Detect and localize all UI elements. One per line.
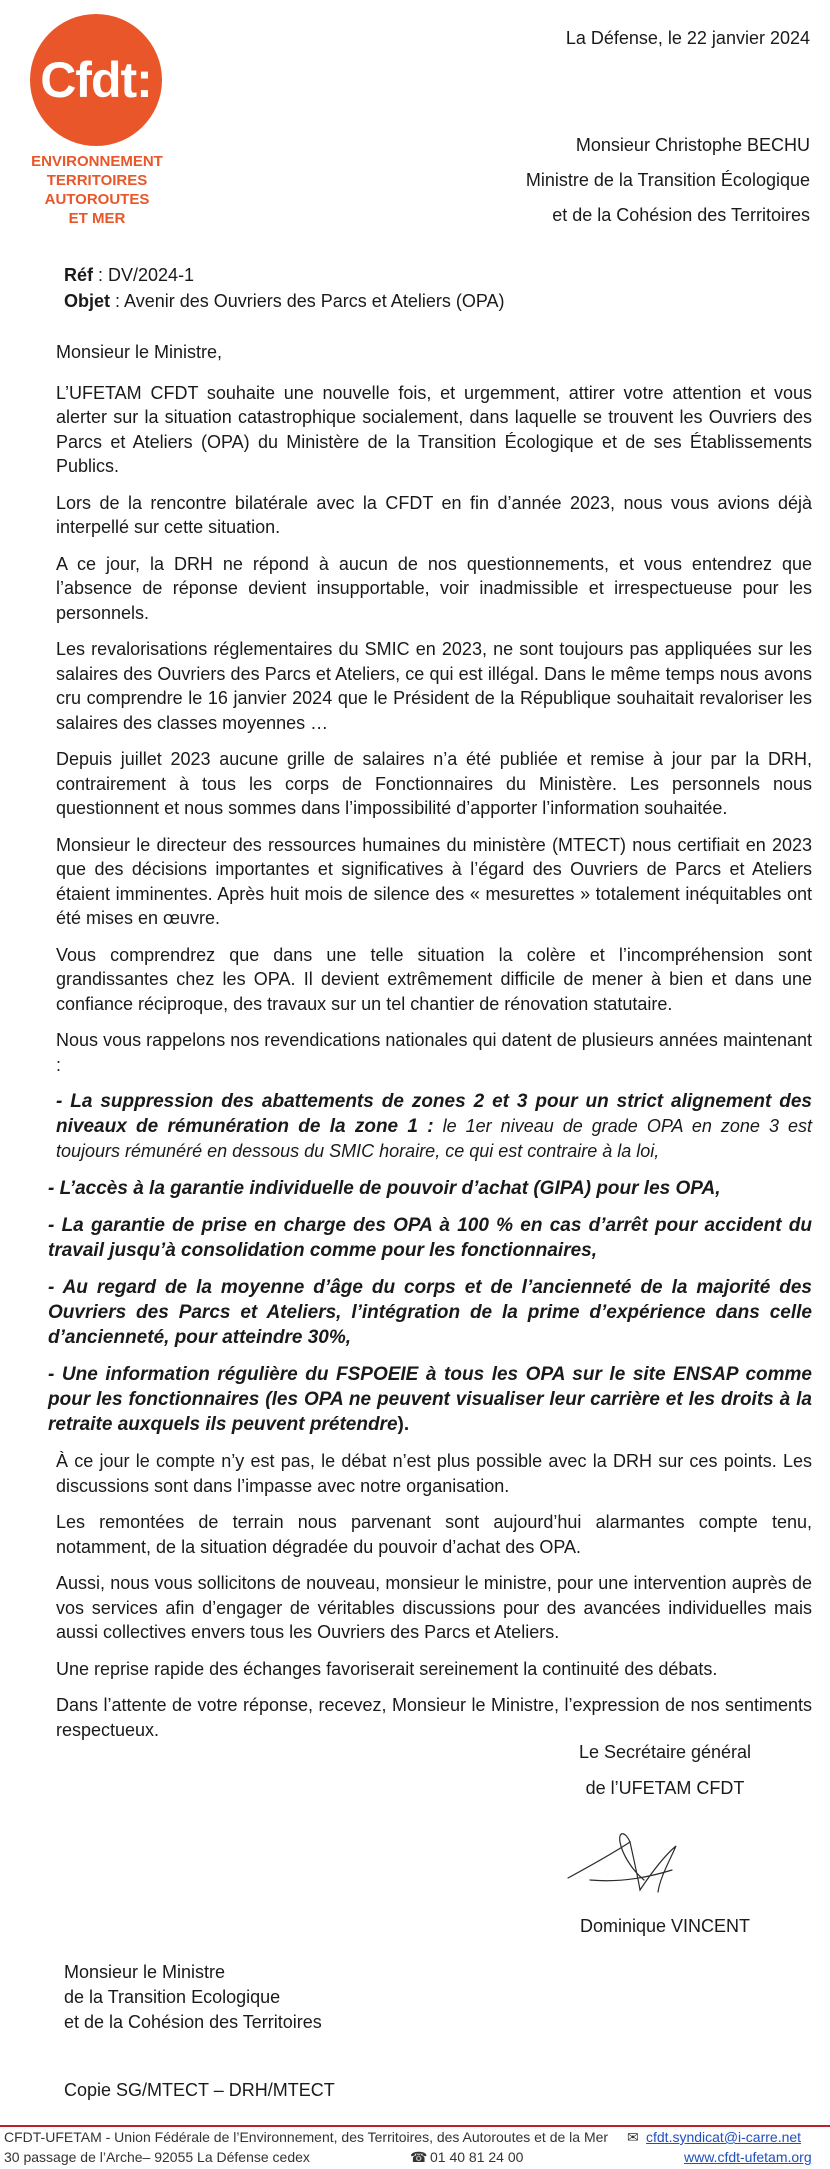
handwritten-signature xyxy=(560,1820,690,1902)
demand-bold: - La suppression des abattements de zones 2 et 3 pour un strict alignement des niveaux de rémunération de la zone 1 : xyxy=(56,1091,812,1137)
letter-body xyxy=(48,340,812,1754)
addressee-block xyxy=(64,1960,322,2035)
paragraph: Dans l’attente de votre réponse, recevez, Monsieur le Ministre, l’expression de nos sentiments respectueux. xyxy=(56,1695,812,1740)
demand-text: - Une information régulière du FSPOEIE à tous les OPA sur le site ENSAP comme pour les fonctionnaires (les OPA ne peuvent visualiser leur carrière et les droits à la retraite auxquels ils peuvent prétendre xyxy=(48,1364,812,1435)
reference-block xyxy=(64,262,505,314)
demand-plain: le 1er niveau de grade OPA en zone 3 est toujours rémunéré en dessous du SMIC horaire, ce qui est contraire à la loi, xyxy=(56,1116,812,1161)
footer-organization: CFDT-UFETAM - Union Fédérale de l’Environnement, des Territoires, des Autoroutes et de la Mer xyxy=(4,2129,609,2145)
reference-value: : DV/2024-1 xyxy=(93,265,195,285)
phone-icon: ☎ xyxy=(410,2149,428,2165)
signature-title-line: de l’UFETAM CFDT xyxy=(585,1778,745,1798)
addressee-line: Monsieur le Ministre xyxy=(64,1962,226,1982)
signatory-name: Dominique VINCENT xyxy=(579,1916,751,1936)
paragraph: Monsieur le directeur des ressources humaines du ministère (MTECT) nous certifiait en 2023 que des décisions importantes et significatives à l’égard des Ouvriers de Parcs et Ateliers étaient imminentes. Après huit mois de silence des « mesurettes » totalement inéquitables ont été mises en œuvre. xyxy=(56,834,812,928)
paragraph: L’UFETAM CFDT souhaite une nouvelle fois, et urgemment, attirer votre attention et vous alerter sur la situation catastrophique socialement, dans laquelle se trouvent les Ouvriers des Parcs et Ateliers (OPA) du Ministère de la Transition Écologique et de ses Établissements Publics. xyxy=(56,382,812,476)
demand-item xyxy=(56,1089,812,1164)
cfdt-logo xyxy=(28,14,176,228)
paragraph: Les revalorisations réglementaires du SMIC en 2023, ne sont toujours pas appliquées sur les salaires des Ouvriers des Parcs et Ateliers, ce qui est illégal. Dans le même temps nous avons cru comprendre le 16 janvier 2024 que le Président de la République souhaitait revaloriser les salaires des classes moyennes … xyxy=(56,639,812,733)
recipient-title-line: et de la Cohésion des Territoires xyxy=(552,205,810,225)
footer-row-2 xyxy=(0,2147,830,2167)
footer-website-link[interactable]: www.cfdt-ufetam.org xyxy=(684,2149,812,2165)
letter-date: La Défense, le 22 janvier 2024 xyxy=(565,28,810,48)
logo-tagline-line: AUTOROUTES xyxy=(44,191,150,208)
logo-word: Cfdt: xyxy=(40,52,152,108)
paragraph: Aussi, nous vous sollicitons de nouveau, monsieur le ministre, pour une intervention auprès de vos services afin d’engager de véritables discussions pour des avancées individuelles mais aussi collectives envers tous les Ouvriers des Parcs et Ateliers. xyxy=(56,1573,812,1642)
demand-item: - L’accès à la garantie individuelle de pouvoir d’achat (GIPA) pour les OPA, xyxy=(48,1178,721,1199)
mail-icon: ✉ xyxy=(627,2129,639,2145)
footer-email-link[interactable]: cfdt.syndicat@i-carre.net xyxy=(646,2129,802,2145)
paragraph: Nous vous rappelons nos revendications nationales qui datent de plusieurs années maintenant : xyxy=(56,1030,812,1075)
logo-tagline-line: ET MER xyxy=(68,210,126,227)
subject-line xyxy=(64,288,505,314)
footer-row-1 xyxy=(0,2127,830,2147)
paragraph: Les remontées de terrain nous parvenant sont aujourd’hui alarmantes compte tenu, notamment, de la situation dégradée du pouvoir d’achat des OPA. xyxy=(56,1512,812,1557)
demand-item xyxy=(48,1362,812,1437)
logo-tagline xyxy=(28,152,166,228)
recipient-name: Monsieur Christophe BECHU xyxy=(575,135,810,155)
paragraph: À ce jour le compte n’y est pas, le débat n’est plus possible avec la DRH sur ces points. Les discussions sont dans l’impasse avec notre organisation. xyxy=(56,1451,812,1496)
copy-line: Copie SG/MTECT – DRH/MTECT xyxy=(64,2080,335,2100)
paragraph: Vous comprendrez que dans une telle situation la colère et l’incompréhension sont grandissantes chez les OPA. Il devient extrêmement difficile de mener à bien et dans une confiance réciproque, des travaux sur un tel chantier de rénovation statutaire. xyxy=(56,944,812,1014)
footer-address: 30 passage de l’Arche– 92055 La Défense cedex xyxy=(4,2149,310,2165)
recipient-block xyxy=(526,128,810,233)
paragraph: Une reprise rapide des échanges favoriserait sereinement la continuité des débats. xyxy=(56,1658,718,1679)
demand-item: - La garantie de prise en charge des OPA à 100 % en cas d’arrêt pour accident du travail jusqu’à consolidation comme pour les fonctionnaires, xyxy=(48,1215,812,1261)
reference-label: Réf xyxy=(64,265,94,285)
salutation: Monsieur le Ministre, xyxy=(56,342,223,362)
footer-phone: 01 40 81 24 00 xyxy=(430,2149,524,2165)
signature-title xyxy=(520,1734,810,1806)
logo-tagline-line: ENVIRONNEMENT xyxy=(31,153,163,170)
signature-title-line: Le Secrétaire général xyxy=(578,1742,752,1762)
demand-item: - Au regard de la moyenne d’âge du corps et de l’ancienneté de la majorité des Ouvriers des Parcs et Ateliers, l’intégration de la prime d’expérience dans celle d’ancienneté, pour atteindre 30%, xyxy=(48,1277,812,1348)
addressee-line: et de la Cohésion des Territoires xyxy=(64,2012,322,2032)
subject-label: Objet xyxy=(64,291,111,311)
recipient-title-line: Ministre de la Transition Écologique xyxy=(525,170,810,190)
page-footer xyxy=(0,2125,830,2167)
paragraph: A ce jour, la DRH ne répond à aucun de nos questionnements, et vous entendrez que l’absence de réponse devient insupportable, voir inadmissible et irrespectueuse pour les personnels. xyxy=(56,553,812,623)
logo-tagline-line: TERRITOIRES xyxy=(46,172,148,189)
subject-value: : Avenir des Ouvriers des Parcs et Ateliers (OPA) xyxy=(110,291,505,311)
logo-circle xyxy=(30,14,162,146)
addressee-line: de la Transition Ecologique xyxy=(64,1987,281,2007)
demand-end: ). xyxy=(397,1414,410,1435)
reference-line xyxy=(64,262,505,288)
paragraph: Lors de la rencontre bilatérale avec la CFDT en fin d’année 2023, nous vous avions déjà interpellé sur cette situation. xyxy=(56,492,812,537)
paragraph: Depuis juillet 2023 aucune grille de salaires n’a été publiée et remise à jour par la DRH, contrairement à tous les corps de Fonctionnaires du Ministère. Les personnels nous questionnent et nous sommes dans l’impossibilité d’apporter l’information souhaitée. xyxy=(56,749,812,818)
